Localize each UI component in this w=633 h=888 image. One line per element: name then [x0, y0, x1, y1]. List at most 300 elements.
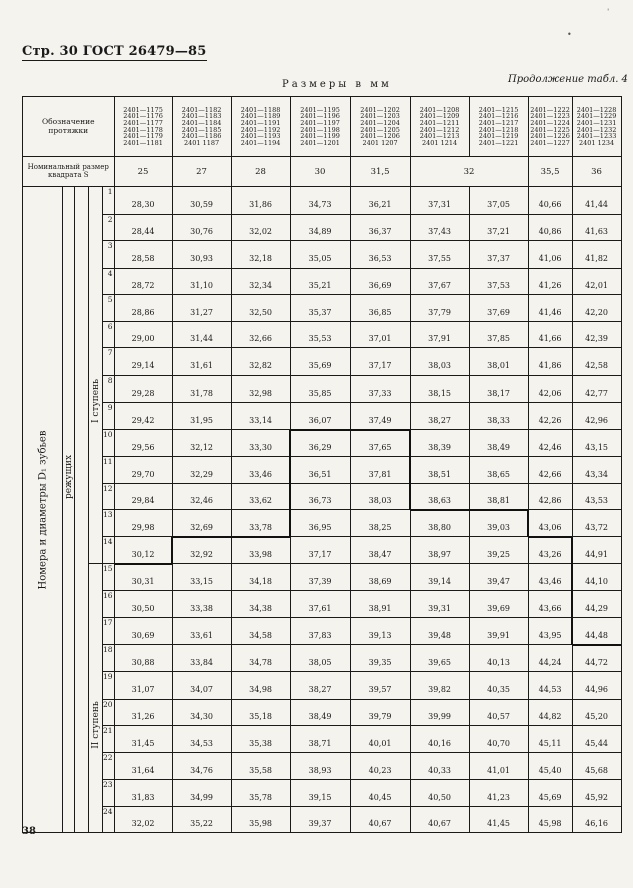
diameter-cell — [572, 645, 621, 672]
diameter-cell — [528, 780, 572, 807]
diameter-value: 31,45 — [131, 738, 155, 748]
diameter-cell — [290, 403, 350, 430]
diameter-value: 36,37 — [368, 227, 392, 236]
tooth-number: 9 — [103, 403, 115, 430]
diameter-value: 34,89 — [308, 227, 332, 236]
designation-code: 2401—1178 — [123, 125, 163, 134]
nominal-size-value: 35,5 — [528, 157, 572, 187]
diameter-cell — [572, 564, 621, 591]
designation-code: 2401—1226 — [530, 132, 570, 141]
diameter-cell — [172, 430, 231, 457]
diameter-value: 38,97 — [428, 549, 452, 559]
table-row — [23, 457, 622, 484]
diameter-value: 38,27 — [308, 685, 332, 694]
diameter-value: 38,25 — [368, 522, 392, 532]
designation-code: 2401—1188 — [240, 105, 281, 114]
diameter-cell — [172, 322, 231, 348]
diameter-cell — [469, 187, 528, 215]
table-row — [23, 564, 622, 591]
diameter-value: 31,64 — [131, 765, 155, 775]
diameter-cell — [231, 618, 290, 645]
diameter-value: 32,29 — [190, 469, 214, 479]
diameter-cell — [172, 645, 231, 672]
diameter-cell — [528, 591, 572, 618]
diameter-cell — [528, 510, 572, 537]
diameter-cell — [114, 807, 172, 833]
diameter-cell — [572, 753, 621, 780]
designation-code: 2401—1227 — [530, 138, 570, 147]
diameter-value: 29,00 — [131, 334, 155, 343]
diameter-cell — [528, 348, 572, 376]
diameter-cell — [172, 403, 231, 430]
diameter-cell — [290, 807, 350, 833]
diameter-value: 38,93 — [308, 765, 332, 775]
diameter-value: 37,79 — [428, 307, 452, 317]
diameter-value: 33,38 — [190, 603, 214, 613]
tooth-number: 2 — [103, 215, 115, 241]
tooth-number: 13 — [103, 510, 115, 537]
diameter-cell — [572, 187, 621, 215]
diameter-cell — [410, 537, 469, 564]
designation-label: Обозначение протяжки — [23, 97, 115, 157]
diameter-value: 42,58 — [585, 361, 609, 370]
diameter-value: 43,26 — [538, 549, 562, 559]
diameter-value: 39,14 — [428, 576, 452, 586]
table-row — [23, 403, 622, 430]
designation-code: 2401—1197 — [300, 118, 340, 127]
diameter-value: 39,82 — [428, 685, 452, 694]
diameter-value: 46,16 — [585, 819, 609, 828]
diameter-cell — [290, 591, 350, 618]
diameter-cell — [172, 537, 231, 564]
diameter-cell — [469, 430, 528, 457]
diameter-value: 39,35 — [368, 657, 392, 667]
nominal-size-value: 36 — [572, 157, 621, 187]
table-row — [23, 645, 622, 672]
diameter-value: 37,83 — [308, 630, 332, 640]
table-row — [23, 807, 622, 833]
diameter-value: 41,23 — [487, 792, 511, 802]
diameter-cell — [114, 269, 172, 295]
diameter-cell — [172, 591, 231, 618]
diameter-cell — [410, 430, 469, 457]
diameter-cell — [572, 295, 621, 322]
diameter-value: 40,13 — [487, 657, 511, 667]
diameter-value: 41,82 — [585, 254, 609, 263]
diameter-value: 30,50 — [131, 603, 155, 613]
diameter-cell — [528, 269, 572, 295]
diameter-cell — [350, 672, 410, 700]
diameter-value: 32,34 — [249, 281, 273, 290]
diameter-value: 39,37 — [308, 819, 332, 828]
table-row — [23, 780, 622, 807]
diameter-value: 41,06 — [538, 254, 562, 263]
diameter-cell — [172, 295, 231, 322]
diameter-cell — [410, 700, 469, 726]
diameter-cell — [114, 484, 172, 510]
diameter-cell — [172, 700, 231, 726]
designation-codes-col-2 — [172, 97, 231, 157]
diameter-cell — [410, 645, 469, 672]
diameter-value: 44,82 — [538, 712, 562, 721]
diameter-value: 34,30 — [190, 712, 214, 721]
diameter-value: 37,81 — [368, 469, 392, 479]
table-row — [23, 537, 622, 564]
diameter-value: 43,46 — [538, 576, 562, 586]
diameter-cell — [350, 348, 410, 376]
diameter-cell — [172, 780, 231, 807]
diameter-cell — [572, 618, 621, 645]
diameter-value: 30,12 — [131, 549, 155, 559]
diameter-cell — [290, 564, 350, 591]
diameter-value: 45,40 — [538, 765, 562, 775]
diameter-cell — [469, 269, 528, 295]
diameter-value: 34,98 — [249, 685, 273, 694]
diameter-cell — [172, 241, 231, 269]
diameter-value: 37,53 — [487, 281, 511, 290]
diameter-cell — [231, 241, 290, 269]
diameter-value: 45,98 — [538, 819, 562, 828]
diameter-value: 32,82 — [249, 361, 273, 370]
diameter-value: 31,95 — [190, 415, 214, 425]
designation-code: 2401—1215 — [478, 105, 519, 114]
designation-codes-col-3 — [231, 97, 290, 157]
stage-boundary-line — [469, 509, 528, 511]
tooth-number: 3 — [103, 241, 115, 269]
diameter-cell — [572, 537, 621, 564]
diameter-cell — [410, 753, 469, 780]
diameter-value: 34,76 — [190, 765, 214, 775]
diameter-cell — [469, 376, 528, 403]
diameter-value: 42,77 — [585, 388, 609, 398]
designation-code: 2401—1199 — [300, 132, 340, 141]
diameter-cell — [350, 618, 410, 645]
diameter-value: 44,29 — [585, 603, 609, 613]
diameter-value: 44,24 — [538, 657, 562, 667]
designation-code: 2401—1222 — [530, 105, 570, 114]
diameter-value: 43,15 — [585, 442, 609, 452]
designation-code: 2401—1176 — [123, 112, 163, 121]
diameter-cell — [469, 591, 528, 618]
diameter-cell — [290, 645, 350, 672]
diameter-value: 28,58 — [131, 254, 155, 263]
teeth-diameter-table — [22, 96, 622, 833]
diameter-cell — [350, 403, 410, 430]
diameter-value: 32,92 — [190, 549, 214, 559]
diameter-cell — [572, 591, 621, 618]
stage-1-label: I ступень — [90, 379, 101, 424]
diameter-value: 40,67 — [368, 819, 392, 828]
designation-codes-col-6 — [410, 97, 469, 157]
diameter-value: 31,27 — [190, 307, 214, 317]
diameter-value: 33,61 — [190, 630, 214, 640]
diameter-value: 32,98 — [249, 388, 273, 398]
diameter-cell — [528, 700, 572, 726]
designation-code: 2401 1234 — [578, 138, 615, 147]
diameter-cell — [172, 564, 231, 591]
diameter-cell — [410, 672, 469, 700]
diameter-value: 42,01 — [585, 281, 609, 290]
diameter-value: 43,53 — [585, 496, 609, 505]
designation-code: 2401—1198 — [300, 125, 340, 134]
diameter-value: 34,58 — [249, 630, 273, 640]
diameter-value: 32,02 — [131, 819, 155, 828]
diameter-cell — [231, 403, 290, 430]
diameter-value: 39,69 — [487, 603, 511, 613]
diameter-value: 38,27 — [428, 415, 452, 425]
diameter-value: 35,53 — [308, 334, 332, 343]
diameter-cell — [290, 376, 350, 403]
diameter-value: 35,98 — [249, 819, 273, 828]
diameter-value: 33,98 — [249, 549, 273, 559]
diameter-cell — [469, 753, 528, 780]
designation-codes-col-7 — [469, 97, 528, 157]
diameter-value: 39,48 — [428, 630, 452, 640]
diameter-value: 42,86 — [538, 496, 562, 505]
diameter-cell — [114, 322, 172, 348]
tooth-number: 17 — [103, 618, 115, 645]
diameter-value: 40,50 — [428, 792, 452, 802]
diameter-value: 38,49 — [487, 442, 511, 452]
stage-boundary-line — [571, 537, 573, 645]
diameter-value: 36,69 — [368, 281, 392, 290]
table-row — [23, 484, 622, 510]
table-row — [23, 322, 622, 348]
diameter-cell — [572, 672, 621, 700]
diameter-cell — [350, 753, 410, 780]
diameter-cell — [350, 510, 410, 537]
diameter-cell — [290, 430, 350, 457]
page-number: 38 — [22, 826, 36, 837]
diameter-value: 37,39 — [308, 576, 332, 586]
diameter-cell — [528, 484, 572, 510]
diameter-value: 36,95 — [308, 522, 332, 532]
diameter-cell — [290, 753, 350, 780]
diameter-cell — [290, 726, 350, 753]
diameter-value: 29,42 — [131, 415, 155, 425]
designation-code: 2401 1187 — [183, 138, 220, 147]
designation-code: 2401—1212 — [419, 125, 460, 134]
designation-code: 2401—1203 — [360, 112, 400, 121]
diameter-value: 41,66 — [538, 334, 562, 343]
diameter-cell — [469, 618, 528, 645]
diameter-cell — [114, 241, 172, 269]
designation-code: 2401—1182 — [181, 105, 222, 114]
designation-code: 2401—1216 — [478, 112, 519, 121]
table-row — [23, 215, 622, 241]
designation-code: 2401—1213 — [419, 132, 460, 141]
diameter-value: 30,59 — [190, 200, 214, 209]
diameter-cell — [572, 726, 621, 753]
diameter-value: 32,46 — [190, 496, 214, 505]
stage-2-label: II ступень — [90, 701, 101, 749]
tooth-number: 22 — [103, 753, 115, 780]
designation-code: 2401—1218 — [478, 125, 519, 134]
diameter-value: 37,37 — [487, 254, 511, 263]
nominal-size-value: 25 — [114, 157, 172, 187]
diameter-cell — [114, 403, 172, 430]
designation-code: 2401—1181 — [123, 138, 163, 147]
diameter-value: 33,78 — [249, 522, 273, 532]
designation-code: 2401 1214 — [421, 138, 458, 147]
diameter-value: 38,15 — [428, 388, 452, 398]
diameter-cell — [290, 187, 350, 215]
diameter-value: 32,66 — [249, 334, 273, 343]
diameter-cell — [114, 430, 172, 457]
stage-boundary-line — [171, 537, 173, 564]
diameter-cell — [350, 564, 410, 591]
diameter-cell — [410, 780, 469, 807]
diameter-cell — [410, 510, 469, 537]
diameter-value: 34,38 — [249, 603, 273, 613]
diameter-cell — [410, 241, 469, 269]
diameter-cell — [231, 537, 290, 564]
diameter-value: 37,01 — [368, 334, 392, 343]
diameter-cell — [231, 510, 290, 537]
diameter-cell — [350, 807, 410, 833]
designation-code: 2401—1219 — [478, 132, 519, 141]
diameter-cell — [572, 376, 621, 403]
diameter-value: 30,31 — [131, 576, 155, 586]
diameter-cell — [172, 618, 231, 645]
diameter-value: 41,44 — [585, 200, 609, 209]
diameter-cell — [290, 295, 350, 322]
header-underline — [22, 60, 207, 61]
diameter-value: 45,44 — [585, 738, 609, 748]
diameter-value: 32,12 — [190, 442, 214, 452]
nominal-size-value: 28 — [231, 157, 290, 187]
nominal-size-label: Номинальный размер квадрата S — [23, 157, 115, 187]
diameter-cell — [410, 322, 469, 348]
diameter-value: 37,49 — [368, 415, 392, 425]
diameter-value: 45,20 — [585, 712, 609, 721]
diameter-value: 42,26 — [538, 415, 562, 425]
diameter-cell — [114, 591, 172, 618]
designation-code: 2401—1179 — [123, 132, 163, 141]
diameter-value: 38,33 — [487, 415, 511, 425]
diameter-value: 29,28 — [131, 388, 155, 398]
designation-code: 2401—1189 — [240, 112, 281, 121]
diameter-cell — [114, 618, 172, 645]
diameter-cell — [410, 591, 469, 618]
diameter-cell — [350, 484, 410, 510]
diameter-value: 29,14 — [131, 361, 155, 370]
diameter-cell — [114, 457, 172, 484]
tooth-number: 21 — [103, 726, 115, 753]
diameter-cell — [410, 618, 469, 645]
diameter-cell — [528, 564, 572, 591]
designation-code: 2401—1225 — [530, 125, 570, 134]
diameter-value: 37,31 — [428, 200, 452, 209]
designation-codes-col-4 — [290, 97, 350, 157]
designation-code: 2401—1211 — [419, 118, 460, 127]
diameter-value: 36,21 — [368, 200, 392, 209]
diameter-value: 45,11 — [538, 738, 562, 748]
diameter-cell — [410, 348, 469, 376]
diameter-cell — [350, 376, 410, 403]
diameter-cell — [528, 645, 572, 672]
table-row — [23, 269, 622, 295]
diameter-value: 41,63 — [585, 227, 609, 236]
tooth-number: 1 — [103, 187, 115, 215]
diameter-value: 32,18 — [249, 254, 273, 263]
diameter-value: 35,37 — [308, 307, 332, 317]
designation-code: 2401—1217 — [478, 118, 519, 127]
diameter-value: 34,07 — [190, 685, 214, 694]
diameter-value: 40,67 — [428, 819, 452, 828]
diameter-value: 37,05 — [487, 200, 511, 209]
designation-code: 2401—1193 — [240, 132, 281, 141]
diameter-cell — [410, 269, 469, 295]
designation-code: 2401 1207 — [362, 138, 398, 147]
diameter-cell — [172, 484, 231, 510]
table-row — [23, 618, 622, 645]
diameter-value: 39,13 — [368, 630, 392, 640]
teeth-side-label: Номера и диаметры D₁ зубьев — [37, 430, 48, 589]
diameter-value: 31,78 — [190, 388, 214, 398]
diameter-cell — [410, 403, 469, 430]
designation-code: 2401—1186 — [181, 132, 222, 141]
diameter-value: 40,86 — [538, 227, 562, 236]
diameter-cell — [350, 215, 410, 241]
diameter-cell — [114, 672, 172, 700]
diameter-value: 32,69 — [190, 522, 214, 532]
designation-code: 2401—1194 — [240, 138, 281, 147]
diameter-value: 31,10 — [190, 281, 214, 290]
diameter-cell — [231, 700, 290, 726]
diameter-value: 41,26 — [538, 281, 562, 290]
diameter-value: 40,33 — [428, 765, 452, 775]
tooth-number: 20 — [103, 700, 115, 726]
diameter-cell — [572, 269, 621, 295]
diameter-value: 43,95 — [538, 630, 562, 640]
diameter-cell — [469, 484, 528, 510]
designation-code: 2401—1208 — [419, 105, 460, 114]
designation-code: 2401—1205 — [360, 125, 400, 134]
diameter-cell — [231, 726, 290, 753]
tooth-number: 14 — [103, 537, 115, 564]
diameter-value: 35,58 — [249, 765, 273, 775]
diameter-value: 42,39 — [585, 334, 609, 343]
tooth-number: 15 — [103, 564, 115, 591]
stage-2-cell — [89, 564, 103, 833]
diameter-value: 37,21 — [487, 227, 511, 236]
diameter-value: 28,86 — [131, 307, 155, 317]
diameter-cell — [350, 322, 410, 348]
diameter-value: 33,46 — [249, 469, 273, 479]
diameter-cell — [172, 672, 231, 700]
diameter-value: 30,76 — [190, 227, 214, 236]
designation-code: 2401—1229 — [576, 112, 617, 121]
diameter-value: 39,03 — [487, 522, 511, 532]
diameter-cell — [410, 295, 469, 322]
diameter-value: 31,83 — [131, 792, 155, 802]
designation-code: 2401—1204 — [360, 118, 400, 127]
diameter-cell — [572, 780, 621, 807]
diameter-cell — [469, 780, 528, 807]
diameter-cell — [114, 780, 172, 807]
tooth-number: 5 — [103, 295, 115, 322]
diameter-cell — [528, 618, 572, 645]
diameter-cell — [172, 187, 231, 215]
tooth-number: 16 — [103, 591, 115, 618]
table-row — [23, 591, 622, 618]
diameter-cell — [231, 591, 290, 618]
table-row — [23, 726, 622, 753]
diameter-value: 39,57 — [368, 685, 392, 694]
diameter-value: 45,69 — [538, 792, 562, 802]
diameter-value: 37,85 — [487, 334, 511, 343]
